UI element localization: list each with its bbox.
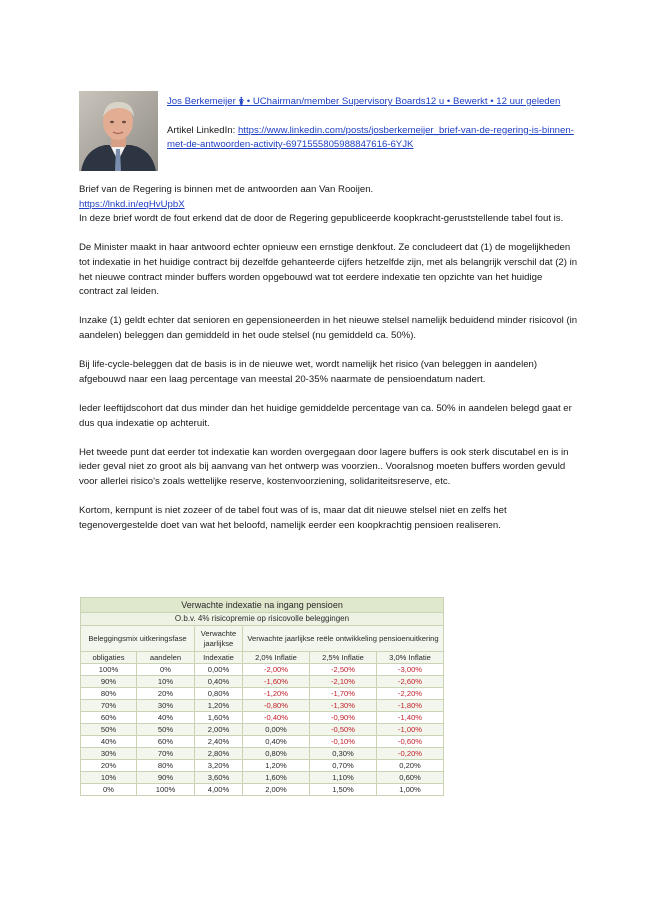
table-cell: -0,90% — [310, 712, 377, 724]
article-line — [167, 124, 577, 153]
table-cell: 1,20% — [243, 760, 310, 772]
table-row — [81, 676, 444, 688]
table-cell: 90% — [137, 772, 195, 784]
table-cell: 0% — [137, 664, 195, 676]
table-cell: -2,20% — [377, 688, 444, 700]
table-cell: -1,80% — [377, 700, 444, 712]
table-cell: 1,60% — [195, 712, 243, 724]
table-cell: 0,60% — [377, 772, 444, 784]
paragraph-cohort: Ieder leeftijdscohort dat dus minder dan het huidige gemiddelde percentage van ca. 50% in aandelen belegd gaat er dus qua indexatie op achteruit. — [79, 402, 572, 429]
table-cell: 30% — [81, 748, 137, 760]
table-cell: 90% — [81, 676, 137, 688]
post-body — [79, 183, 579, 548]
table-row — [81, 772, 444, 784]
table-cell: 2,40% — [195, 736, 243, 748]
author-line — [167, 95, 577, 110]
table-row — [81, 736, 444, 748]
column-header: 3,0% Inflatie — [377, 652, 444, 664]
table-cell: 0,00% — [243, 724, 310, 736]
table-row — [81, 712, 444, 724]
table-cell: -0,60% — [377, 736, 444, 748]
column-header: aandelen — [137, 652, 195, 664]
table-cell: -1,40% — [377, 712, 444, 724]
column-header: 2,5% Inflatie — [310, 652, 377, 664]
table-cell: 40% — [81, 736, 137, 748]
table-cell: -2,50% — [310, 664, 377, 676]
table-cell: 0,20% — [377, 760, 444, 772]
paragraph-minister: De Minister maakt in haar antwoord echter opnieuw een ernstige denkfout. Ze concludeert dat (1) de mogelijkheden tot indexatie in het huidige contract bij dezelfde gehanteerde cijfers hetzelfde zijn, met als belangrijk verschil dat (2) in het nieuwe contract minder buffers worden opgebouwd wat tot eerdere indexatie ten opzichte van het huidige contract zal leiden. — [79, 242, 578, 298]
post-meta — [167, 95, 577, 153]
author-name: Jos Berkemeijer — [167, 96, 236, 107]
paragraph-point-1: Inzake (1) geldt echter dat senioren en gepensioneerden in het nieuwe stelsel namelijk beduidend minder risicovol (in aandelen) beleggen dan gemiddeld in het oude stelsel (nu gemiddeld ca. 50%). — [79, 315, 578, 341]
table-cell: 1,50% — [310, 784, 377, 796]
intro-line: Brief van de Regering is binnen met de antwoorden aan Van Rooijen. — [79, 184, 374, 195]
table-cell: 100% — [137, 784, 195, 796]
table-cell: -0,20% — [377, 748, 444, 760]
table-row — [81, 700, 444, 712]
table-cell: 1,20% — [195, 700, 243, 712]
table-cell: 30% — [137, 700, 195, 712]
table-cell: -1,20% — [243, 688, 310, 700]
short-link[interactable]: https://lnkd.in/eqHvUpbX — [79, 198, 185, 210]
person-icon: 🛊 — [238, 96, 245, 107]
table-subtitle: O.b.v. 4% risicopremie op risicovolle beleggingen — [81, 613, 444, 626]
article-link[interactable]: https://www.linkedin.com/posts/josberkemeijer_brief-van-de-regering-is-binnen-met-de-antwoorden-activity-6971555805988847616-6YJK — [167, 124, 574, 150]
column-header: 2,0% Inflatie — [243, 652, 310, 664]
table-cell: 1,00% — [377, 784, 444, 796]
table-cell: 70% — [81, 700, 137, 712]
table-cell: 2,00% — [195, 724, 243, 736]
table-cell: 4,00% — [195, 784, 243, 796]
author-link[interactable] — [167, 96, 560, 107]
table-cell: -0,80% — [243, 700, 310, 712]
group-header-real: Verwachte jaarlijkse reële ontwikkeling pensioenuitkering — [243, 626, 444, 652]
table-cell: 1,60% — [243, 772, 310, 784]
table-cell: 80% — [137, 760, 195, 772]
table-cell: 0,40% — [243, 736, 310, 748]
table-cell: 2,80% — [195, 748, 243, 760]
table-row — [81, 688, 444, 700]
table-cell: 80% — [81, 688, 137, 700]
table-cell: 0,80% — [195, 688, 243, 700]
table-cell: 2,00% — [243, 784, 310, 796]
table-cell: 0% — [81, 784, 137, 796]
intro-line-2: In deze brief wordt de fout erkend dat de door de Regering gepubliceerde koopkracht-geruststellende tabel fout is. — [79, 213, 564, 225]
table-cell: -1,00% — [377, 724, 444, 736]
table-cell: 3,60% — [195, 772, 243, 784]
table-cell: 100% — [81, 664, 137, 676]
table-cell: 0,80% — [243, 748, 310, 760]
table-row — [81, 760, 444, 772]
table-cell: 20% — [81, 760, 137, 772]
table-cell: 1,10% — [310, 772, 377, 784]
table-cell: 70% — [137, 748, 195, 760]
table-cell: 0,30% — [310, 748, 377, 760]
indexation-table-image — [80, 597, 443, 796]
table-cell: 0,40% — [195, 676, 243, 688]
post-header — [79, 91, 579, 173]
table-cell: -0,40% — [243, 712, 310, 724]
table-cell: -2,10% — [310, 676, 377, 688]
table-title: Verwachte indexatie na ingang pensioen — [81, 598, 444, 613]
column-header: obligaties — [81, 652, 137, 664]
paragraph-life-cycle: Bij life-cycle-beleggen dat de basis is in de nieuwe wet, wordt namelijk het risico (van beleggen in aandelen) afgebouwd naar een laag percentage van meestal 20-35% naarmate de pensioendatum nadert. — [79, 359, 538, 385]
avatar[interactable] — [79, 91, 158, 171]
table-body — [81, 664, 444, 796]
column-header: Indexatie — [195, 652, 243, 664]
table-cell: 3,20% — [195, 760, 243, 772]
paragraph-conclusion: Kortom, kernpunt is niet zozeer of de tabel fout was of is, maar dat dit nieuwe stelsel niet en zelfs het tegenovergestelde doet van wat het beloofd, namelijk eerder een koopkrachtig pensioen realiseren. — [79, 505, 507, 531]
table-cell: 40% — [137, 712, 195, 724]
table-row — [81, 784, 444, 796]
table-cell: -0,50% — [310, 724, 377, 736]
table-cell: -0,10% — [310, 736, 377, 748]
table-cell: 10% — [137, 676, 195, 688]
table-cell: -2,00% — [243, 664, 310, 676]
indexation-table — [80, 597, 444, 796]
table-cell: -1,60% — [243, 676, 310, 688]
table-row — [81, 748, 444, 760]
article-label: Artikel LinkedIn: — [167, 124, 238, 136]
table-cell: 10% — [81, 772, 137, 784]
table-row — [81, 724, 444, 736]
table-cell: 0,70% — [310, 760, 377, 772]
author-headline: • UChairman/member Supervisory Boards12 u • Bewerkt • 12 uur geleden — [244, 96, 561, 107]
table-cell: -1,70% — [310, 688, 377, 700]
table-cell: 50% — [81, 724, 137, 736]
paragraph-point-2: Het tweede punt dat eerder tot indexatie kan worden overgegaan door lagere buffers is ook sterk discutabel en is in ieder geval niet zo groot als bij aanvang van het ontwerp was voorzien.. Vooralsnog moeten buffers worden gevuld voor allerlei risico's zoals wettelijke reserve, kostenvoorziening, solidariteitsreserve, etc. — [79, 446, 569, 487]
table-cell: -2,60% — [377, 676, 444, 688]
group-header-mix: Beleggingsmix uitkeringsfase — [81, 626, 195, 652]
table-cell: -1,30% — [310, 700, 377, 712]
intro-paragraph — [79, 183, 579, 227]
table-cell: -3,00% — [377, 664, 444, 676]
group-header-expected: Verwachte jaarlijkse — [195, 626, 243, 652]
table-cell: 60% — [81, 712, 137, 724]
table-row — [81, 664, 444, 676]
table-cell: 50% — [137, 724, 195, 736]
table-cell: 0,00% — [195, 664, 243, 676]
author-photo — [79, 91, 158, 171]
table-cell: 60% — [137, 736, 195, 748]
table-cell: 20% — [137, 688, 195, 700]
